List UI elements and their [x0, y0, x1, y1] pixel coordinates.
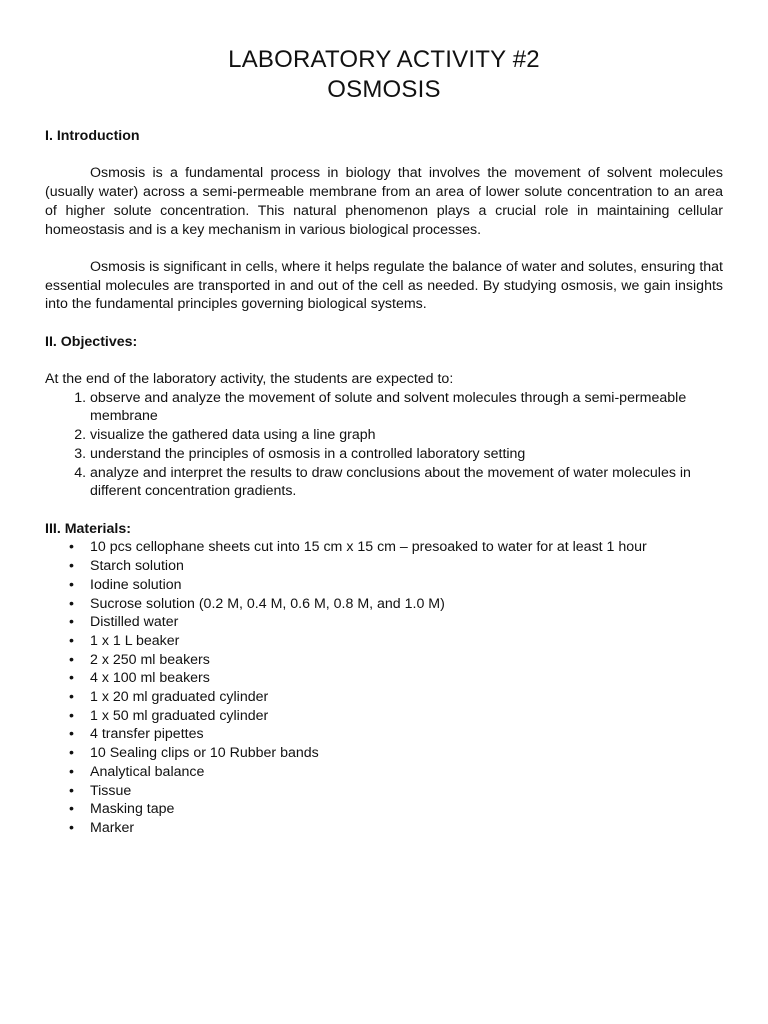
bullet-icon: • — [69, 670, 74, 687]
bullet-icon: • — [69, 651, 74, 668]
material-item-label: Analytical balance — [90, 763, 205, 780]
material-item — [69, 744, 723, 763]
material-item-label: 10 Sealing clips or 10 Rubber bands — [90, 745, 319, 762]
material-item — [69, 632, 723, 651]
introduction-section — [45, 127, 723, 314]
objectives-list — [45, 389, 723, 501]
bullet-icon: • — [69, 539, 74, 556]
document-title — [45, 45, 723, 105]
material-item — [69, 725, 723, 744]
objectives-section — [45, 333, 723, 501]
bullet-icon: • — [69, 726, 74, 743]
materials-list — [45, 538, 723, 837]
material-item-label: 10 pcs cellophane sheets cut into 15 cm x 15 cm – presoaked to water for at least 1 hour — [90, 539, 647, 556]
material-item-label: Marker — [90, 819, 135, 836]
material-item — [69, 538, 723, 557]
bullet-icon: • — [69, 763, 74, 780]
objective-item: 3. understand the principles of osmosis in a controlled laboratory setting — [90, 445, 723, 464]
introduction-paragraph-2: Osmosis is significant in cells, where it helps regulate the balance of water and solutes, ensuring that essential molecules are transported in and out of the cell as needed. By studying osmosis, we gain insights into the fundamental principles governing biological systems. — [45, 258, 723, 313]
bullet-icon: • — [69, 819, 74, 836]
material-item-label: 4 transfer pipettes — [90, 726, 204, 743]
material-item — [69, 782, 723, 801]
bullet-icon: • — [69, 558, 74, 575]
material-item — [69, 576, 723, 595]
material-item — [69, 763, 723, 782]
introduction-heading: I. Introduction — [45, 128, 140, 144]
objective-item: 2. visualize the gathered data using a line graph — [90, 426, 723, 445]
material-item — [69, 557, 723, 576]
material-item — [69, 707, 723, 726]
materials-section — [45, 520, 723, 838]
material-item-label: Starch solution — [90, 558, 184, 575]
material-item-label: 4 x 100 ml beakers — [90, 670, 210, 687]
bullet-icon: • — [69, 632, 74, 649]
bullet-icon: • — [69, 689, 74, 706]
materials-heading: III. Materials: — [45, 520, 131, 537]
objective-item: 4. analyze and interpret the results to draw conclusions about the movement of water molecules in different concentration gradients. — [90, 464, 723, 501]
objective-item: 1. observe and analyze the movement of solute and solvent molecules through a semi-permeable membrane — [90, 389, 723, 426]
bullet-icon: • — [69, 595, 74, 612]
bullet-icon: • — [69, 782, 74, 799]
material-item — [69, 819, 723, 838]
material-item-label: Masking tape — [90, 801, 175, 818]
document-page — [45, 45, 723, 838]
material-item-label: 2 x 250 ml beakers — [90, 651, 210, 668]
bullet-icon: • — [69, 614, 74, 631]
material-item — [69, 651, 723, 670]
bullet-icon: • — [69, 707, 74, 724]
title-line-1: LABORATORY ACTIVITY #2 — [228, 46, 540, 73]
bullet-icon: • — [69, 745, 74, 762]
material-item — [69, 688, 723, 707]
material-item-label: Sucrose solution (0.2 M, 0.4 M, 0.6 M, 0.8 M, and 1.0 M) — [90, 595, 445, 612]
material-item — [69, 613, 723, 632]
objectives-heading: II. Objectives: — [45, 333, 138, 350]
introduction-paragraph-1: Osmosis is a fundamental process in biology that involves the movement of solvent molecules (usually water) across a semi-permeable membrane from an area of lower solute concentration to an area of higher solute concentration. This natural phenomenon plays a crucial role in maintaining cellular homeostasis and is a key mechanism in various biological processes. — [45, 165, 723, 238]
material-item-label: Distilled water — [90, 614, 179, 631]
material-item — [69, 669, 723, 688]
material-item-label: Tissue — [90, 782, 132, 799]
material-item-label: 1 x 20 ml graduated cylinder — [90, 689, 269, 706]
material-item-label: 1 x 1 L beaker — [90, 632, 180, 649]
material-item — [69, 800, 723, 819]
bullet-icon: • — [69, 801, 74, 818]
material-item-label: 1 x 50 ml graduated cylinder — [90, 707, 269, 724]
bullet-icon: • — [69, 576, 74, 593]
title-line-2: OSMOSIS — [327, 76, 441, 103]
material-item — [69, 595, 723, 614]
material-item-label: Iodine solution — [90, 576, 182, 593]
objectives-lead: At the end of the laboratory activity, the students are expected to: — [45, 371, 454, 388]
